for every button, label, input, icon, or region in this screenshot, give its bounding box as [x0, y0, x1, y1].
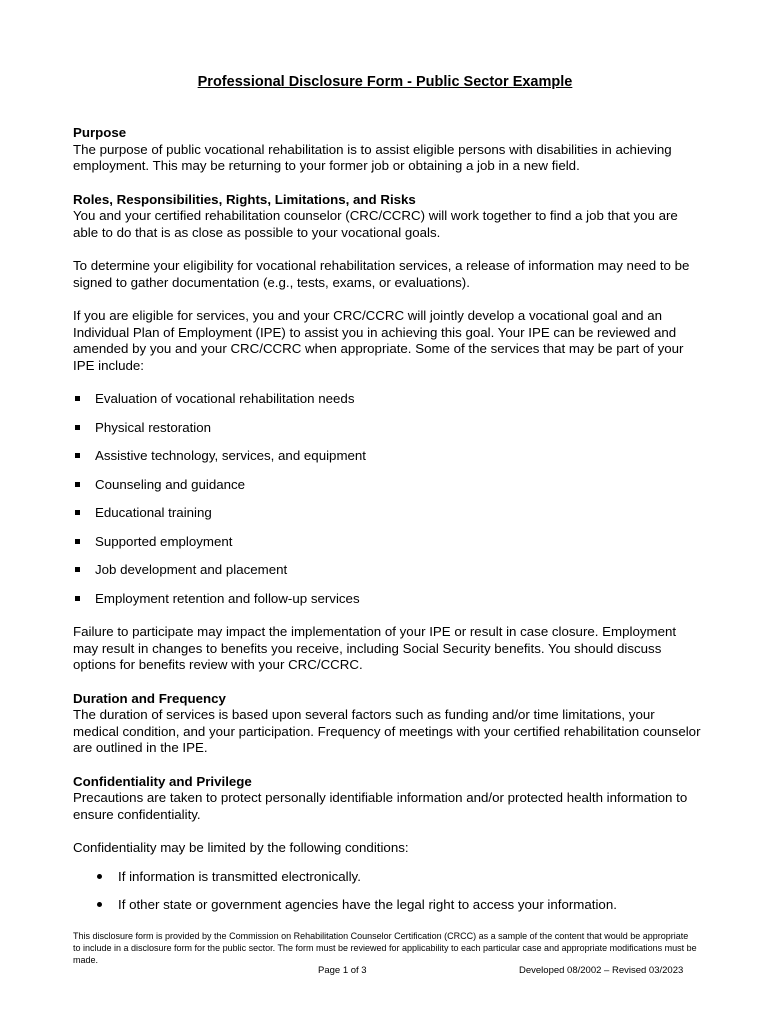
square-bullet-icon [75, 539, 80, 544]
square-bullet-icon [75, 567, 80, 572]
list-item: If information is transmitted electronically. [73, 869, 703, 898]
list-item: Job development and placement [73, 562, 703, 591]
footer-note: This disclosure form is provided by the Commission on Rehabilitation Counselor Certification (CRCC) as a sample of the content that would be appropriate to include in a disclosure form for the public sector. The form must be reviewed for applicability to each particular case and appropriate modifications must be made. [73, 931, 697, 965]
square-bullet-icon [75, 396, 80, 401]
list-item: Assistive technology, services, and equipment [73, 448, 703, 477]
confidentiality-section [73, 774, 703, 926]
square-bullet-icon [75, 596, 80, 601]
confidentiality-heading: Confidentiality and Privilege [73, 773, 252, 789]
list-item: Physical restoration [73, 420, 703, 449]
duration-text: The duration of services is based upon several factors such as funding and/or time limitations, your medical condition, and your participation. Frequency of meetings with your certified rehabilitation counselor are outlined in the IPE. [73, 707, 701, 755]
list-item: Evaluation of vocational rehabilitation needs [73, 391, 703, 420]
square-bullet-icon [75, 510, 80, 515]
list-item: If other state or government agencies have the legal right to access your information. [73, 897, 703, 926]
roles-paragraph-2: To determine your eligibility for vocational rehabilitation services, a release of information may need to be signed to gather documentation (e.g., tests, exams, or evaluations). [73, 258, 690, 290]
roles-section [73, 192, 703, 674]
roles-paragraph-3: If you are eligible for services, you and your CRC/CCRC will jointly develop a vocational goal and an Individual Plan of Employment (IPE) to assist you in achieving this goal. Your IPE can be reviewed and amended by you and your CRC/CCRC when appropriate. Some of the services that may be part of your IPE include: [73, 308, 684, 373]
roles-paragraph-1: You and your certified rehabilitation counselor (CRC/CCRC) will work together to find a job that you are able to do that is as close as possible to your vocational goals. [73, 208, 678, 240]
round-bullet-icon [97, 902, 102, 907]
roles-heading: Roles, Responsibilities, Rights, Limitations, and Risks [73, 191, 416, 207]
page-title: Professional Disclosure Form - Public Sector Example [197, 74, 573, 90]
list-item: Counseling and guidance [73, 477, 703, 506]
list-item: Supported employment [73, 534, 703, 563]
page-number: Page 1 of 3 [318, 965, 367, 976]
conditions-list [73, 869, 703, 926]
square-bullet-icon [75, 453, 80, 458]
confidentiality-paragraph-1: Precautions are taken to protect personally identifiable information and/or protected health information to ensure confidentiality. [73, 790, 688, 822]
duration-section [73, 691, 703, 757]
list-item: Educational training [73, 505, 703, 534]
duration-heading: Duration and Frequency [73, 690, 226, 706]
square-bullet-icon [75, 425, 80, 430]
purpose-heading: Purpose [73, 125, 127, 140]
roles-paragraph-4: Failure to participate may impact the implementation of your IPE or result in case closure. Employment may result in changes to benefits you receive, including Social Security benefits. You should discuss options for benefits review with your CRC/CCRC. [73, 624, 677, 672]
document-body [73, 125, 703, 926]
services-list [73, 391, 703, 607]
list-item: Employment retention and follow-up services [73, 591, 703, 608]
revision-info: Developed 08/2002 – Revised 03/2023 [519, 965, 684, 976]
square-bullet-icon [75, 482, 80, 487]
confidentiality-paragraph-2: Confidentiality may be limited by the following conditions: [73, 840, 409, 855]
purpose-text: The purpose of public vocational rehabilitation is to assist eligible persons with disabilities in achieving employment. This may be returning to your former job or obtaining a job in a new field. [73, 141, 672, 173]
purpose-section [73, 125, 703, 175]
round-bullet-icon [97, 874, 102, 879]
